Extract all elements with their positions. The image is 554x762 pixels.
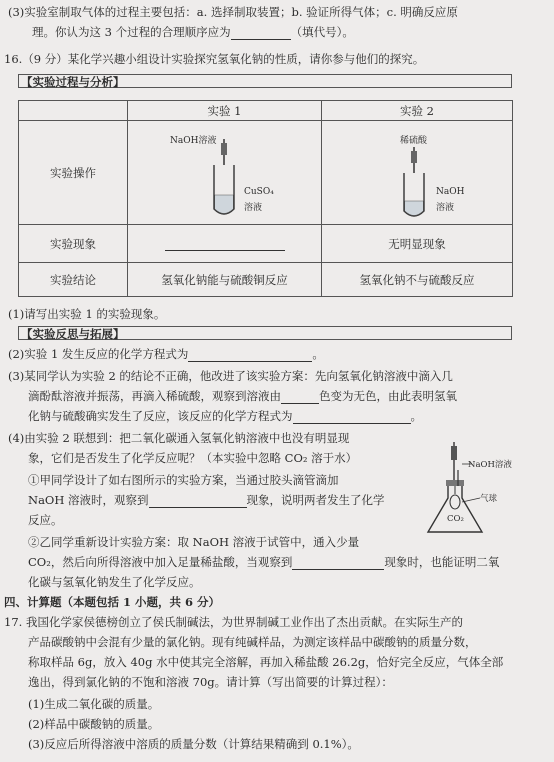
q16-sub4-i-line2 [28, 492, 385, 508]
q16-sub3-line2-end: 色变为无色，由此表明氢氧 [319, 389, 457, 403]
section-process-analysis: 【实验过程与分析】 [18, 74, 512, 88]
q16-sub4-i-line2-end: 现象，说明两者发生了化学 [246, 493, 385, 507]
test-tube-icon [322, 121, 513, 224]
q15-part3-line2-end: （填代号）。 [290, 25, 354, 39]
row-label-conclusion: 实验结论 [19, 263, 128, 297]
exp2-dropper-label: 稀硫酸 [400, 136, 428, 146]
q16-sub2-end: 。 [312, 347, 324, 361]
fig-naoh-label: NaOH溶液 [468, 460, 512, 470]
q17-part2: (2)样品中碳酸钠的质量。 [28, 717, 160, 731]
q16-sub4-ii-line1: ②乙同学重新设计实验方案：取 NaOH 溶液于试管中，通入少量 [28, 535, 360, 549]
q16-sub4-line2: 象，它们是否发生了化学反应呢？（本实验中忽略 CO₂ 溶于水） [28, 451, 358, 465]
q17-line4: 逸出，得到氯化钠的不饱和溶液 70g。请计算（写出简要的计算过程）： [28, 675, 393, 689]
exp2-solution-label-1: NaOH [436, 187, 465, 197]
q15-part3-line1: (3)实验室制取气体的过程主要包括：a. 选择制取装置；b. 验证所得气体；c. 明确反应原 [8, 5, 458, 19]
table-corner [19, 101, 128, 121]
q16-sub3-line3 [28, 408, 422, 424]
q17-line2: 产品碳酸钠中会混有少量的氯化钠。现有纯碱样品，为测定该样品中碳酸钠的质量分数， [28, 635, 477, 649]
q16-sub3-line3-text: 化钠与硫酸确实发生了反应，该反应的化学方程式为 [28, 409, 293, 423]
answer-blank [188, 349, 312, 362]
q16-sub3-line2 [28, 388, 457, 404]
test-tube-icon [128, 121, 322, 224]
exp2-operation-figure [322, 121, 513, 225]
q17-line1: 17. 我国化学家侯德榜创立了侯氏制碱法，为世界制碱工业作出了杰出贡献。在实际生产的 [4, 615, 463, 629]
q17-line3: 称取样品 6g，放入 40g 水中使其完全溶解，再加入稀盐酸 26.2g，恰好完全反应，气体全部 [28, 655, 504, 669]
answer-blank [293, 411, 411, 424]
section4-heading: 四、计算题（本题包括 1 小题，共 6 分） [4, 595, 221, 609]
exp2-conclusion: 氢氧化钠不与硫酸反应 [322, 263, 513, 297]
q16-sub4-line1: (4)由实验 2 联想到：把二氧化碳通入氢氧化钠溶液中也没有明显现 [8, 431, 350, 445]
q16-sub4-i-line2-text: NaOH 溶液时，观察到 [28, 493, 149, 507]
q16-sub3-line3-end: 。 [410, 409, 422, 423]
q16-sub4-i-line1: ①甲同学设计了如右图所示的实验方案，当通过胶头滴管滴加 [28, 473, 339, 487]
experiment-table [18, 100, 513, 297]
flask-figure [418, 440, 528, 540]
exp2-solution-label-2: 溶液 [436, 203, 455, 213]
answer-blank [231, 27, 291, 40]
q16-sub4-i-line3: 反应。 [28, 513, 63, 527]
q16-sub4-ii-line2-end: 现象时，也能证明二氧 [384, 555, 500, 569]
q16-sub4-ii-line3: 化碳与氢氧化钠发生了化学反应。 [28, 575, 201, 589]
erlenmeyer-flask-icon [418, 440, 528, 540]
q16-sub4-ii-line2 [28, 554, 499, 570]
fig-co2-label: CO₂ [447, 514, 464, 524]
row-label-phenomenon: 实验现象 [19, 225, 128, 263]
answer-blank [281, 391, 319, 404]
header-exp2: 实验 2 [322, 101, 513, 121]
exp2-phenomenon: 无明显现象 [322, 225, 513, 263]
exp1-solution-label-1: CuSO₄ [244, 187, 274, 197]
exp1-conclusion: 氢氧化钠能与硫酸铜反应 [128, 263, 322, 297]
fig-balloon-label: 气球 [480, 494, 498, 504]
row-label-operation: 实验操作 [19, 121, 128, 225]
q16-sub2 [8, 346, 324, 362]
q16-title: 16.（9 分）某化学兴趣小组设计实验探究氢氧化钠的性质，请你参与他们的探究。 [4, 52, 425, 66]
q17-part1: (1)生成二氧化碳的质量。 [28, 697, 160, 711]
exp1-solution-label-2: 溶液 [244, 203, 263, 213]
section-reflection: 【实验反思与拓展】 [18, 326, 512, 340]
answer-blank [149, 495, 247, 508]
q16-sub2-text: (2)实验 1 发生反应的化学方程式为 [8, 347, 189, 361]
q16-sub3-line2-text: 滴酚酞溶液并振荡，再滴入稀硫酸，观察到溶液由 [28, 389, 281, 403]
exp1-operation-figure [128, 121, 322, 225]
exp1-phenomenon-blank [128, 225, 322, 263]
header-exp1: 实验 1 [128, 101, 322, 121]
q16-sub1: (1)请写出实验 1 的实验现象。 [8, 307, 166, 321]
q15-part3-line2 [32, 24, 354, 40]
answer-blank [292, 557, 384, 570]
q16-sub4-ii-line2-text: CO₂，然后向所得溶液中加入足量稀盐酸，当观察到 [28, 555, 293, 569]
q15-part3-line2-text: 理。你认为这 3 个过程的合理顺序应为 [32, 25, 231, 39]
q16-sub3-line1: (3)某同学认为实验 2 的结论不正确，他改进了该实验方案：先向氢氧化钠溶液中滴入几 [8, 369, 453, 383]
q17-part3: (3)反应后所得溶液中溶质的质量分数（计算结果精确到 0.1%）。 [28, 737, 359, 751]
exp1-dropper-label: NaOH溶液 [170, 136, 217, 146]
